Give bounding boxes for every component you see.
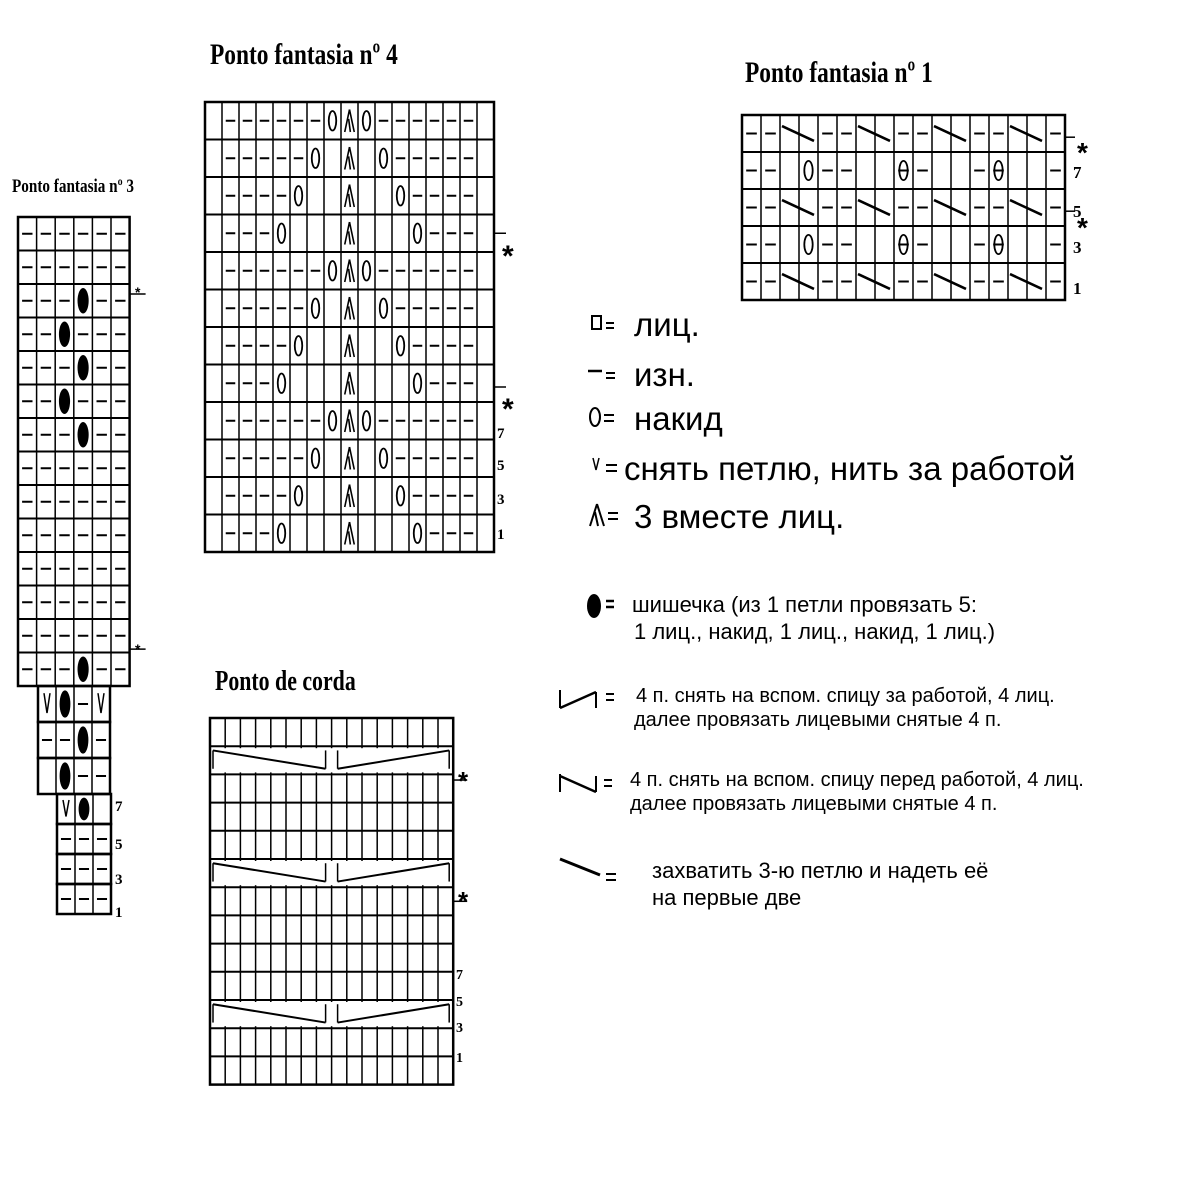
chart3-bobble-mark [78, 422, 89, 447]
legend-cable-back-line1: 4 п. снять на вспом. спицу за работой, 4 лиц. [636, 685, 1055, 707]
chart4-yarn-over-mark [414, 224, 421, 244]
chart4-yarn-over-mark [278, 374, 285, 394]
pass-over-symbol-icon [556, 855, 648, 895]
chart4-k3tog-mark [349, 419, 351, 432]
chart4-yarn-over-mark [397, 336, 404, 356]
chart4-yarn-over-mark [295, 486, 302, 506]
chart4-k3tog-mark [349, 344, 351, 357]
chart1-yarn-over-mark [804, 161, 812, 180]
chart1-marker-star: * [1077, 137, 1088, 168]
chart4-yarn-over-mark [363, 261, 370, 281]
chart4-yarn-over-mark [312, 149, 319, 169]
chart3-bobble-mark [60, 762, 71, 789]
chart4-k3tog-mark [349, 381, 351, 394]
chart4-k3tog-mark [349, 194, 351, 207]
chart4-k3tog-mark [349, 456, 351, 469]
corda-cable-cell-cover [212, 1002, 451, 1026]
chart4-k3tog-mark [349, 531, 351, 544]
yarn-over-symbol-icon [588, 400, 628, 434]
chart1-marker-star: * [1077, 212, 1088, 243]
corda-row-number: 1 [456, 1051, 463, 1066]
chart4-yarn-over-mark [363, 111, 370, 131]
chart3-bobble-mark [60, 690, 71, 717]
chart4-row-number: 7 [497, 426, 505, 442]
cable-front-symbol-icon [558, 768, 634, 802]
chart1-yarn-over-mark [804, 235, 812, 254]
legend-pass-over [556, 855, 988, 911]
chart1-row-number: 5 [1073, 202, 1082, 221]
chart3-slip-mark [44, 693, 50, 713]
chart3-marker-star: * [135, 641, 141, 657]
bobble-symbol-icon [586, 590, 632, 624]
purl-symbol-icon [588, 356, 628, 386]
chart3-row-number: 5 [115, 837, 123, 853]
chart1-pass-over-mark [782, 200, 814, 215]
chart4-k3tog-mark [349, 494, 351, 507]
chart3-slip-mark [63, 800, 69, 817]
corda-row-number: 3 [456, 1021, 463, 1036]
chart4-yarn-over-mark [329, 261, 336, 281]
chart4-k3tog-mark [349, 119, 351, 132]
chart1-pass-over-mark [858, 200, 890, 215]
chart1-pass-over-mark [934, 200, 966, 215]
chart4-yarn-over-mark [380, 449, 387, 469]
legend-bobble-line1: шишечка (из 1 петли провязать 5: [632, 592, 977, 617]
chart4-yarn-over-mark [329, 111, 336, 131]
corda-marker-star: * [458, 766, 469, 796]
legend-bobble [586, 590, 995, 645]
chart4-yarn-over-mark [414, 374, 421, 394]
chart3-row-number: 1 [115, 905, 123, 921]
chart1-pass-over-mark [782, 274, 814, 289]
chart4-row-number: 3 [497, 492, 505, 508]
legend-cable-front [558, 768, 1084, 816]
legend-slip-text: снять петлю, нить за работой [624, 450, 1076, 487]
chart4-marker-star: * [502, 240, 514, 273]
legend-cable-front-line2: далее провязать лицевыми снятые 4 п. [630, 793, 998, 815]
chart1-row-number: 7 [1073, 163, 1082, 182]
chart4-yarn-over-mark [363, 411, 370, 431]
chart4-yarn-over-mark [414, 524, 421, 544]
chart3-row-number: 3 [115, 872, 123, 888]
chart3-bobble-mark [78, 657, 89, 682]
chart3-bobble-mark [78, 288, 89, 313]
corda-cable-cell-cover [212, 861, 451, 885]
chart1-pass-over-mark [1010, 126, 1042, 141]
chart1-pass-over-mark [934, 274, 966, 289]
legend-k3tog [588, 498, 844, 536]
chart3-title: Ponto fantasia nº 3 [12, 176, 134, 197]
legend-yo [588, 400, 723, 438]
chart4-yarn-over-mark [278, 224, 285, 244]
k3tog-symbol-icon [588, 498, 632, 532]
legend-yo-text: накид [634, 400, 723, 437]
chart1-title: Ponto fantasia nº 1 [745, 56, 933, 89]
legend-knit [590, 306, 700, 344]
chart4-row-number: 1 [497, 527, 505, 543]
chart4-k3tog-mark [349, 231, 351, 244]
chart4-marker-star: * [502, 393, 514, 426]
chart1-pass-over-mark [782, 126, 814, 141]
chart3-bobble-mark [79, 798, 90, 821]
chart4-yarn-over-mark [295, 186, 302, 206]
chart4-yarn-over-mark [329, 411, 336, 431]
knit-symbol-icon [590, 306, 630, 336]
chart1-pass-over-mark [858, 126, 890, 141]
corda-title: Ponto de corda [215, 666, 356, 697]
chart1-pass-over-mark [934, 126, 966, 141]
chart3-bobble-mark [59, 322, 70, 347]
chart1-pass-over-mark [1010, 200, 1042, 215]
legend-knit-text: лиц. [634, 306, 700, 343]
corda-row-number: 5 [456, 995, 463, 1010]
chart4-k3tog-mark [349, 269, 351, 282]
chart3-bobble-mark [78, 355, 89, 380]
chart4-k3tog-mark [349, 306, 351, 319]
corda-marker-star: * [458, 886, 469, 916]
chart3-row-number: 7 [115, 799, 123, 815]
chart4-k3tog-mark [349, 156, 351, 169]
chart1-pass-over-mark [1010, 274, 1042, 289]
legend-k3tog-text: 3 вместе лиц. [634, 498, 845, 535]
chart3-slip-mark [98, 693, 104, 713]
chart3-bobble-mark [78, 726, 89, 753]
legend-purl [588, 356, 695, 394]
legend-pass-over-line1: захватить 3-ю петлю и надеть её [652, 858, 989, 883]
chart1-row-number: 3 [1073, 238, 1082, 257]
legend-cable-back [558, 684, 1055, 732]
legend-cable-front-line1: 4 п. снять на вспом. спицу перед работой, 4 лиц. [630, 769, 1084, 791]
legend-pass-over-line2: на первые две [652, 885, 802, 910]
chart4-yarn-over-mark [312, 299, 319, 319]
chart4-title: Ponto fantasia nº 4 [210, 38, 398, 71]
legend-bobble-line2: 1 лиц., накид, 1 лиц., накид, 1 лиц.) [634, 619, 996, 644]
cable-back-symbol-icon [558, 684, 634, 718]
chart4-yarn-over-mark [397, 486, 404, 506]
chart4-yarn-over-mark [397, 186, 404, 206]
chart1-row-number: 1 [1073, 279, 1082, 298]
corda-cable-cell-cover [212, 748, 451, 772]
corda-row-number: 7 [456, 968, 463, 983]
legend-purl-text: изн. [634, 356, 695, 393]
legend-cable-back-line2: далее провязать лицевыми снятые 4 п. [634, 709, 1002, 731]
chart4-yarn-over-mark [380, 299, 387, 319]
chart4-yarn-over-mark [295, 336, 302, 356]
chart4-yarn-over-mark [312, 449, 319, 469]
chart3-marker-star: * [135, 284, 141, 300]
chart4-yarn-over-mark [278, 524, 285, 544]
slip-symbol-icon [590, 450, 630, 484]
chart1-pass-over-mark [858, 274, 890, 289]
legend-slip [590, 450, 1075, 488]
chart4-row-number: 5 [497, 458, 505, 474]
chart4-yarn-over-mark [380, 149, 387, 169]
chart3-bobble-mark [59, 389, 70, 414]
